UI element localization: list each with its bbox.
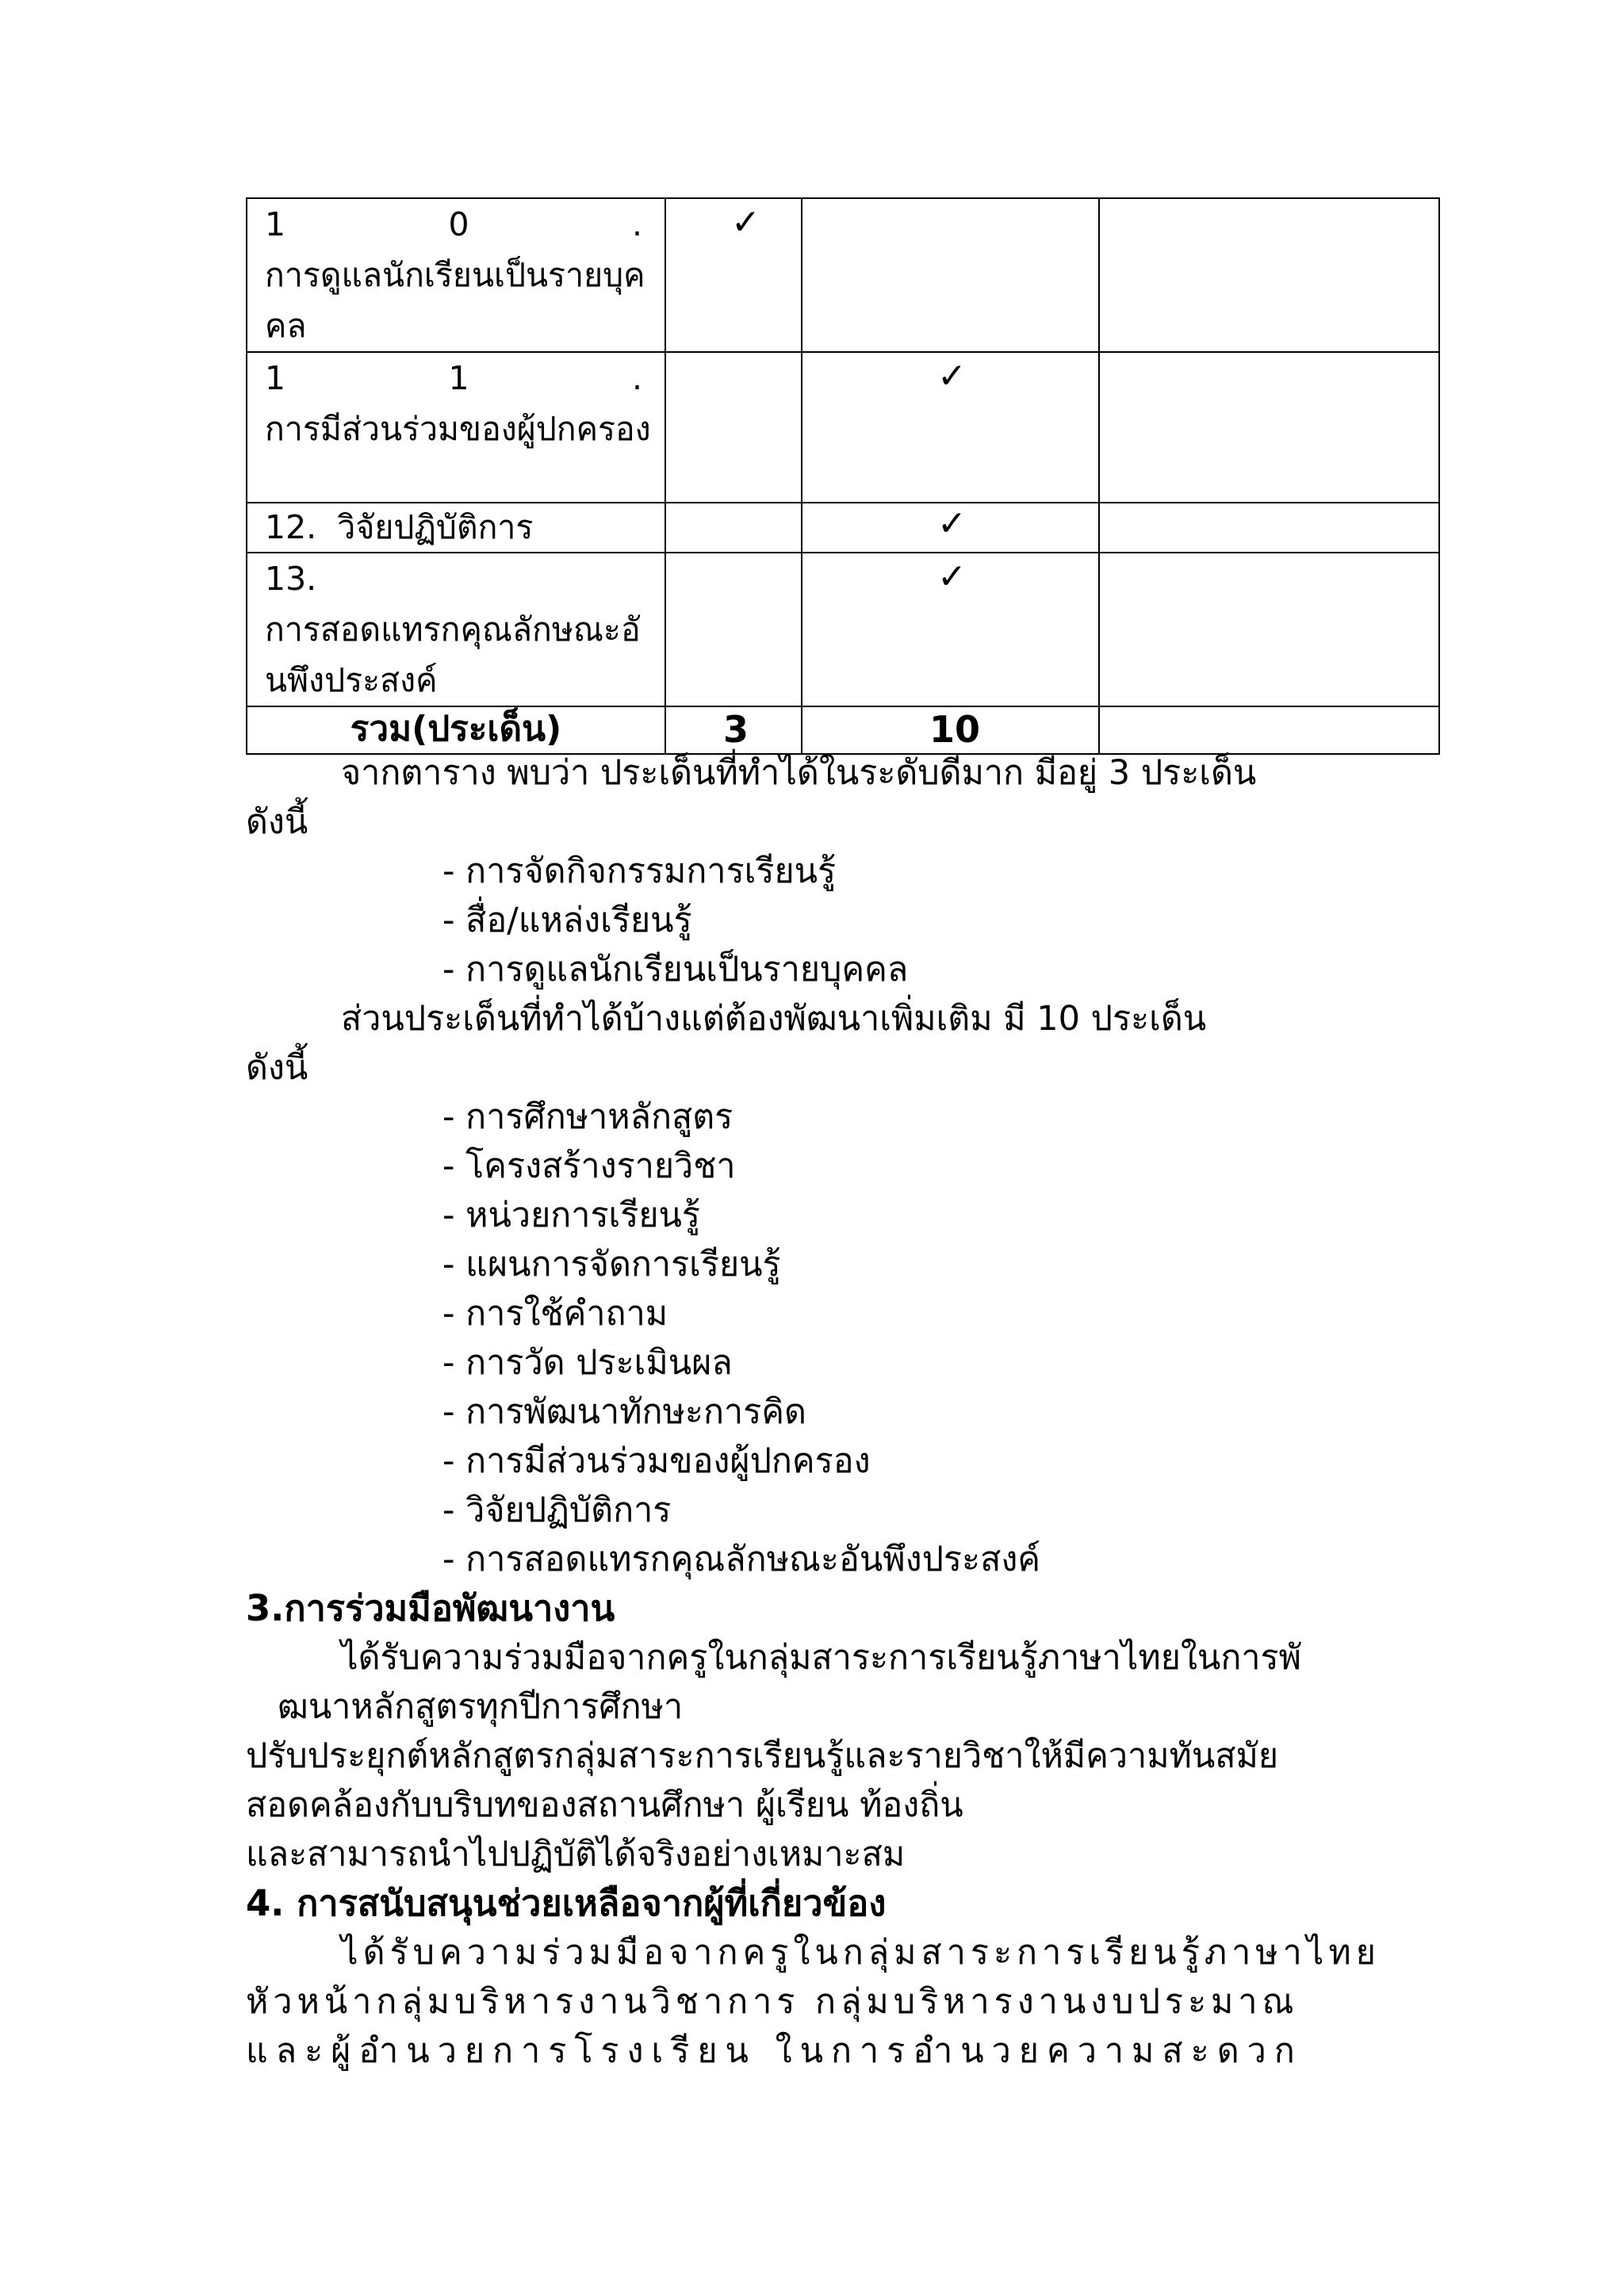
list-item: - การดูแลนักเรียนเป็นรายบุคคล	[442, 950, 909, 989]
section-3-heading: 3.การร่วมมือพัฒนางาน	[246, 1587, 615, 1629]
issue-cell	[247, 198, 665, 352]
total-label-cell: รวม(ประเด็น)	[247, 706, 665, 754]
list-item: - การใช้คำถาม	[442, 1294, 668, 1334]
needs-improvement-cell	[802, 198, 1099, 352]
issue-cell	[247, 352, 665, 503]
summary-section	[246, 748, 1451, 2076]
section-3-line: ได้รับความร่วมมือจากครูในกลุ่มสาระการเรียนรู้ภาษาไทยในการพั	[341, 1638, 1301, 1678]
very-good-cell	[665, 352, 802, 503]
very-good-list	[246, 847, 1451, 994]
remark-cell	[1099, 198, 1439, 352]
issue-number: 12.	[265, 508, 317, 546]
list-item: - การศึกษาหลักสูตร	[442, 1097, 733, 1137]
issue-number: 1 1 .	[265, 359, 642, 397]
summary-paragraph-2-cont: ดังนี้	[246, 1048, 308, 1088]
list-item: - การมีส่วนร่วมของผู้ปกครอง	[442, 1441, 871, 1481]
section-4-line: และผู้อำนวยการโรงเรียน ในการอำนวยความสะดวก	[246, 2031, 1303, 2071]
issue-number: 13.	[265, 560, 317, 598]
issue-cell	[247, 553, 665, 706]
list-item: - แผนการจัดการเรียนรู้	[442, 1245, 781, 1284]
checkmark-icon: ✓	[937, 503, 967, 544]
needs-improvement-cell	[802, 503, 1099, 553]
remark-cell	[1099, 352, 1439, 503]
summary-paragraph-2: ส่วนประเด็นที่ทำได้บ้างแต่ต้องพัฒนาเพิ่มเติม มี 10 ประเด็น	[341, 999, 1207, 1039]
issue-label: การดูแลนักเรียนเป็นรายบุคคล	[265, 256, 645, 345]
list-item: - การพัฒนาทักษะการคิด	[442, 1392, 806, 1432]
issue-number: 1 0 .	[265, 205, 642, 243]
section-4-line: ได้รับความร่วมมือจากครูในกลุ่มสาระการเรียนรู้ภาษาไทย	[341, 1933, 1381, 1973]
evaluation-table	[246, 197, 1440, 755]
checkmark-icon: ✓	[731, 202, 760, 243]
table-row	[247, 352, 1439, 503]
section-3-line: สอดคล้องกับบริบทของสถานศึกษา ผู้เรียน ท้องถิ่น	[246, 1785, 963, 1825]
total-row	[247, 706, 1439, 754]
remark-cell	[1099, 553, 1439, 706]
issue-label: วิจัยปฏิบัติการ	[337, 508, 534, 546]
issue-cell	[247, 503, 665, 553]
table-row	[247, 503, 1439, 553]
summary-paragraph-1-cont: ดังนี้	[246, 802, 308, 842]
table-row	[247, 553, 1439, 706]
remark-cell	[1099, 503, 1439, 553]
list-item: - สื่อ/แหล่งเรียนรู้	[442, 901, 692, 940]
checkmark-icon: ✓	[937, 356, 967, 396]
summary-paragraph-1: จากตาราง พบว่า ประเด็นที่ทำได้ในระดับดีมาก มีอยู่ 3 ประเด็น	[341, 753, 1257, 793]
list-item: - โครงสร้างรายวิชา	[442, 1146, 736, 1186]
total-very-good-cell: 3	[665, 706, 802, 754]
very-good-cell	[665, 553, 802, 706]
issue-label: การมีส่วนร่วมของผู้ปกครอง	[265, 410, 651, 448]
table-row	[247, 198, 1439, 352]
checkmark-icon: ✓	[937, 557, 967, 597]
section-3-line: ฒนาหลักสูตรทุกปีการศึกษา	[278, 1687, 684, 1727]
list-item: - การวัด ประเมินผล	[442, 1343, 733, 1383]
needs-improvement-cell	[802, 352, 1099, 503]
list-item: - การจัดกิจกรรมการเรียนรู้	[442, 851, 837, 891]
section-3-line: ปรับประยุกต์หลักสูตรกลุ่มสาระการเรียนรู้และรายวิชาให้มีความทันสมัย	[246, 1736, 1279, 1776]
list-item: - หน่วยการเรียนรู้	[442, 1196, 701, 1235]
section-3-line: และสามารถนำไปปฏิบัติได้จริงอย่างเหมาะสม	[246, 1835, 906, 1874]
needs-improvement-cell	[802, 553, 1099, 706]
issue-label: การสอดแทรกคุณลักษณะอันพึงประสงค์	[265, 610, 641, 699]
list-item: - วิจัยปฏิบัติการ	[442, 1490, 672, 1530]
list-item: - การสอดแทรกคุณลักษณะอันพึงประสงค์	[442, 1540, 1041, 1579]
very-good-cell	[665, 198, 802, 352]
very-good-cell	[665, 503, 802, 553]
improvement-list	[246, 1093, 1451, 1584]
section-4-heading: 4. การสนับสนุนช่วยเหลือจากผู้ที่เกี่ยวข้อง	[246, 1882, 887, 1924]
section-4-line: หัวหน้ากลุ่มบริหารงานวิชาการ กลุ่มบริหารงานงบประมาณ	[246, 1982, 1299, 2022]
total-remark-cell	[1099, 706, 1439, 754]
total-needs-improvement-cell: 10	[802, 706, 1099, 754]
